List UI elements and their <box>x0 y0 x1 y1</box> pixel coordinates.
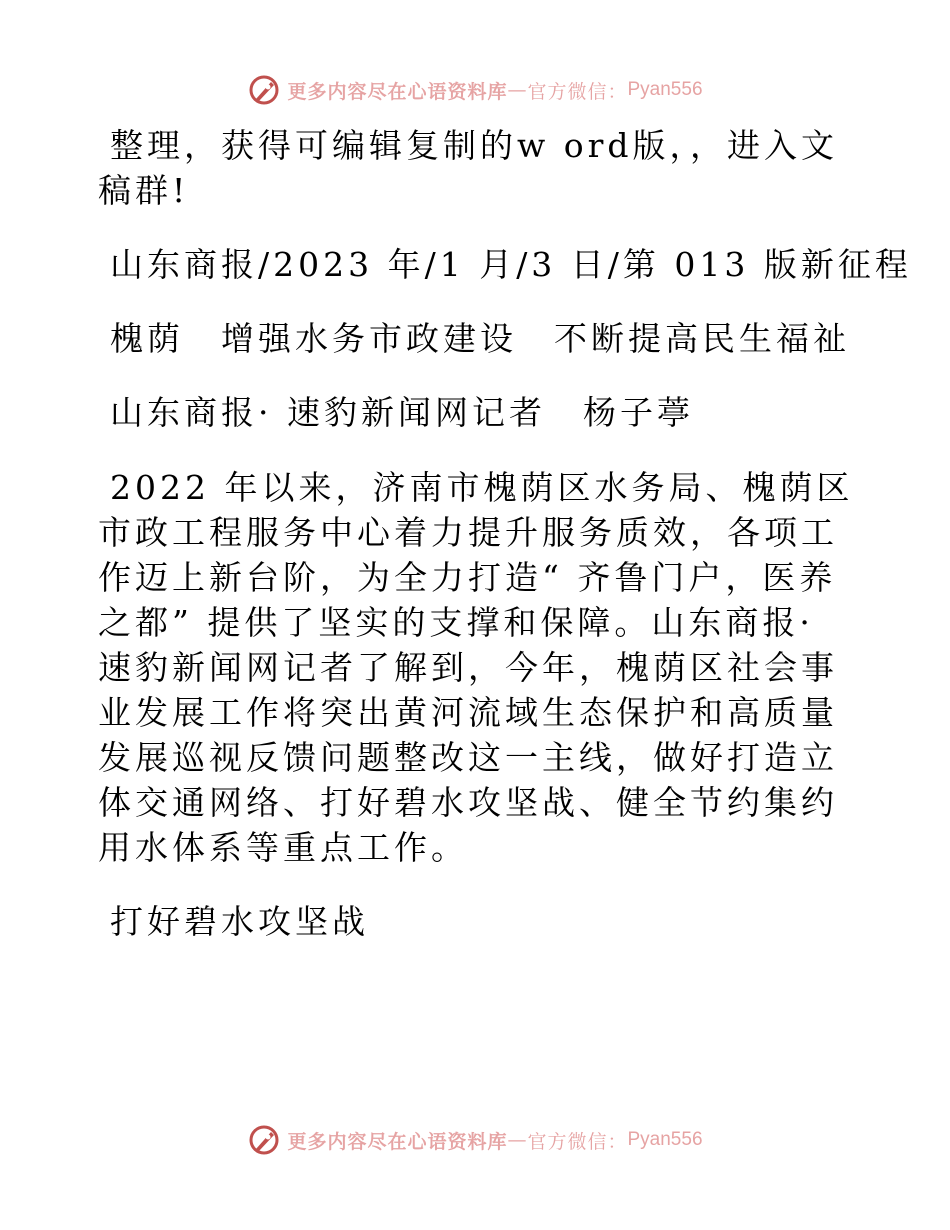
banner-site-name: 更多内容尽在心语资料库 <box>287 1130 508 1153</box>
footer-banner-content <box>247 1123 702 1157</box>
footer-banner <box>0 1120 950 1160</box>
pen-nib-icon <box>247 73 281 107</box>
header-banner-text <box>287 77 702 104</box>
source-line: 山东商报/2023 年/1 月/3 日/第 013 版新征程 <box>110 245 912 284</box>
section-subheading: 打好碧水攻坚战 <box>110 902 369 941</box>
banner-wechat-id: Pyan556 <box>627 79 703 100</box>
banner-dash: — <box>507 1129 528 1151</box>
footer-banner-text <box>287 1127 702 1154</box>
banner-wechat-label: 官方微信： <box>527 80 628 103</box>
header-banner <box>0 70 950 110</box>
document-content <box>98 120 912 944</box>
intro-paragraph: 整理，获得可编辑复制的w ord版，，进入文稿群! <box>98 126 839 210</box>
article-headline: 槐荫 增强水务市政建设 不断提高民生福祉 <box>110 319 850 358</box>
banner-dash: — <box>507 79 528 101</box>
banner-site-name: 更多内容尽在心语资料库 <box>287 80 508 103</box>
article-body-paragraph: 2022 年以来，济南市槐荫区水务局、槐荫区市政工程服务中心着力提升服务质效，各项工作迈上新台阶，为全力打造“ 齐鲁门户，医养之都” 提供了坚实的支撑和保障。山东商报· 速豹新闻网记者了解到，今年，槐荫区社会事业发展工作将突出黄河流域生态保护和高质量发展巡视反馈问题整改这一主线，做好打造立体交通网络、打好碧水攻坚战、健全节约集约用水体系等重点工作。 <box>98 468 854 867</box>
pen-nib-icon <box>247 1123 281 1157</box>
article-byline: 山东商报· 速豹新闻网记者 杨子葶 <box>110 393 694 432</box>
banner-wechat-id: Pyan556 <box>627 1129 703 1150</box>
banner-wechat-label: 官方微信： <box>527 1130 628 1153</box>
header-banner-content <box>247 73 702 107</box>
